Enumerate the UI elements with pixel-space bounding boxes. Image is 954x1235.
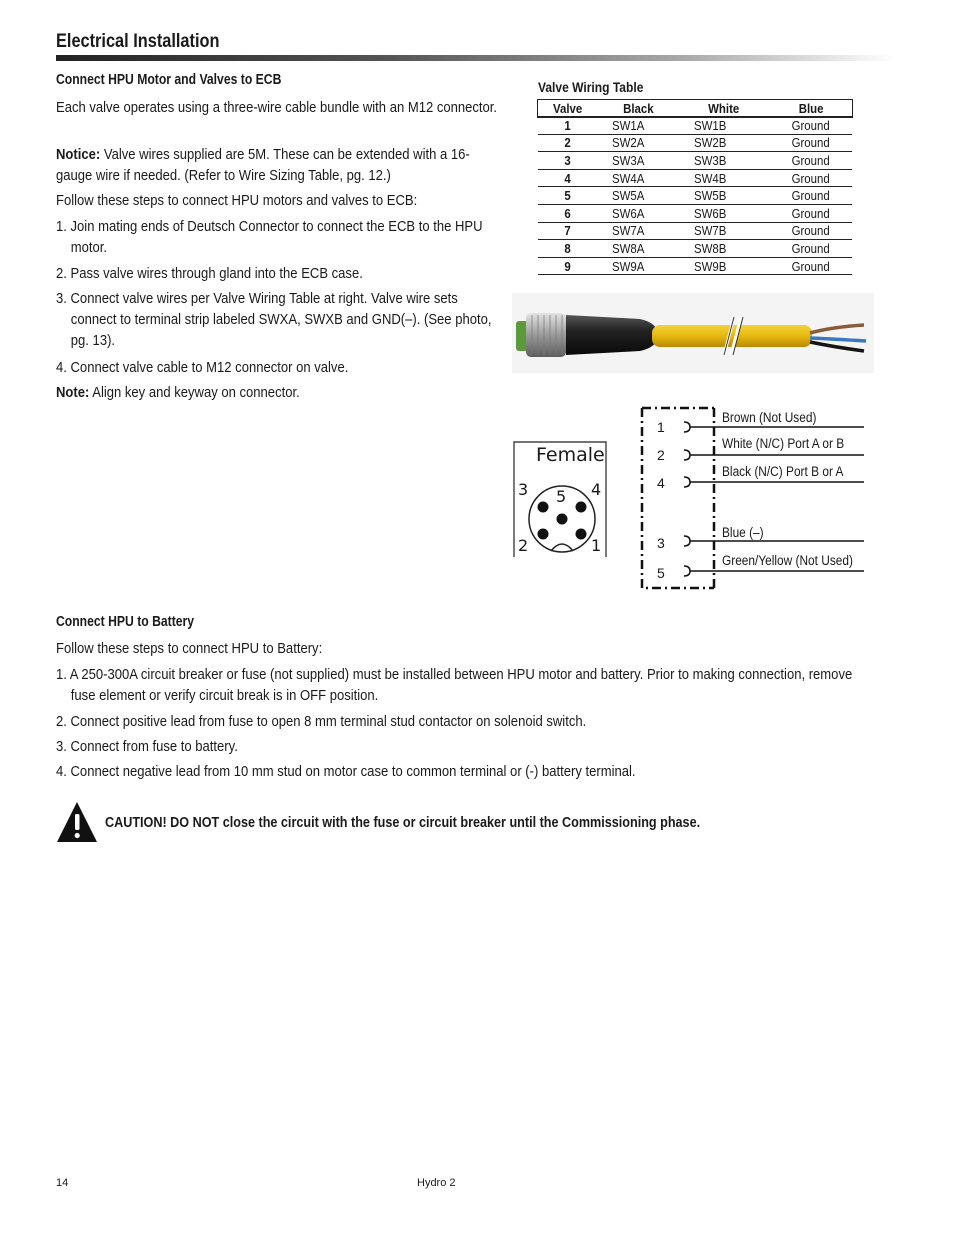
pin-label-blue: Blue (–) xyxy=(722,525,764,540)
caution-text: CAUTION! DO NOT close the circuit with the fuse or circuit breaker until the Commissioning phase. xyxy=(105,815,701,831)
ecb-note xyxy=(56,382,482,403)
battery-step-4: 4. Connect negative lead from 10 mm stud on motor case to common terminal or (-) battery terminal. xyxy=(56,763,636,780)
cell-black: SW9A xyxy=(612,258,645,274)
cell-blue: Ground xyxy=(791,170,831,186)
footer-doc-name: Hydro 2 xyxy=(417,1177,456,1189)
pin-number-4: 4 xyxy=(657,475,665,491)
pin-number-1: 1 xyxy=(657,419,665,435)
cell-valve: 3 xyxy=(564,152,572,168)
table-row xyxy=(538,240,852,258)
cell-blue: Ground xyxy=(791,205,831,221)
cell-black: SW1A xyxy=(612,117,645,133)
cell-blue: Ground xyxy=(791,223,831,239)
page-title: Electrical Installation xyxy=(56,31,220,52)
header-blue: Blue xyxy=(770,100,852,117)
header-black: Black xyxy=(598,100,678,117)
header-white: White xyxy=(678,100,770,117)
cell-black: SW7A xyxy=(612,223,645,239)
cell-valve: 4 xyxy=(564,170,572,186)
valve-table-title: Valve Wiring Table xyxy=(538,79,644,95)
face-pin-5: 5 xyxy=(556,487,567,506)
title-rule xyxy=(56,55,896,61)
cell-valve: 6 xyxy=(564,205,572,221)
section-heading-battery: Connect HPU to Battery xyxy=(56,614,195,630)
table-row xyxy=(538,152,852,170)
pin-number-3: 3 xyxy=(657,535,665,551)
table-row xyxy=(538,257,852,275)
pin-number-5: 5 xyxy=(657,565,665,581)
cell-white: SW3B xyxy=(694,152,727,168)
m12-cable-image xyxy=(512,293,874,373)
cell-black: SW3A xyxy=(612,152,645,168)
cell-black: SW8A xyxy=(612,240,645,256)
cell-white: SW4B xyxy=(694,170,727,186)
cell-black: SW4A xyxy=(612,170,645,186)
page-number: 14 xyxy=(56,1177,69,1189)
pin-label-white: White (N/C) Port A or B xyxy=(722,436,845,451)
cell-valve: 2 xyxy=(564,135,572,151)
cell-valve: 7 xyxy=(564,223,572,239)
battery-step-1: 1. A 250-300A circuit breaker or fuse (not supplied) must be installed between HPU motor and battery. Prior to making connection, remove fuse element or verify circuit break is in OFF position. xyxy=(56,666,853,704)
pin-number-2: 2 xyxy=(657,447,665,463)
cell-valve: 1 xyxy=(564,117,572,133)
cell-white: SW5B xyxy=(694,188,727,204)
cell-white: SW7B xyxy=(694,223,727,239)
cell-white: SW2B xyxy=(694,135,727,151)
section-heading-ecb: Connect HPU Motor and Valves to ECB xyxy=(56,72,282,88)
table-row xyxy=(538,117,852,135)
face-pin-2: 2 xyxy=(518,536,529,555)
cell-blue: Ground xyxy=(791,188,831,204)
notice-label: Notice: xyxy=(56,146,101,163)
cell-valve: 9 xyxy=(564,258,572,274)
cell-blue: Ground xyxy=(791,258,831,274)
table-row xyxy=(538,204,852,222)
note-label: Note: xyxy=(56,384,90,401)
face-pin-4: 4 xyxy=(591,480,602,499)
cell-white: SW8B xyxy=(694,240,727,256)
ecb-notice xyxy=(56,144,482,186)
pin-label-brown: Brown (Not Used) xyxy=(722,410,817,425)
table-row xyxy=(538,222,852,240)
valve-wiring-table xyxy=(538,99,852,275)
ecb-step-2: 2. Pass valve wires through gland into the ECB case. xyxy=(56,265,363,282)
ecb-step-4: 4. Connect valve cable to M12 connector on valve. xyxy=(56,359,349,376)
cell-white: SW9B xyxy=(694,258,727,274)
pin-label-green-yellow: Green/Yellow (Not Used) xyxy=(722,553,853,568)
table-row xyxy=(538,134,852,152)
ecb-intro: Each valve operates using a three-wire cable bundle with an M12 connector. xyxy=(56,99,498,116)
face-pin-1: 1 xyxy=(591,536,602,555)
female-label: Female xyxy=(536,444,605,466)
header-valve: Valve xyxy=(538,100,598,117)
table-row xyxy=(538,169,852,187)
battery-intro: Follow these steps to connect HPU to Battery: xyxy=(56,640,323,657)
ecb-step-3: 3. Connect valve wires per Valve Wiring Table at right. Valve wire sets connect to terminal strip labeled SWXA, SWXB and GND(–). (See photo, pg. 13). xyxy=(56,290,492,349)
battery-step-3: 3. Connect from fuse to battery. xyxy=(56,738,238,755)
cell-valve: 8 xyxy=(564,240,572,256)
table-row xyxy=(538,187,852,205)
cell-white: SW6B xyxy=(694,205,727,221)
cell-blue: Ground xyxy=(791,117,831,133)
ecb-steps-intro: Follow these steps to connect HPU motors and valves to ECB: xyxy=(56,192,418,209)
warning-triangle-icon xyxy=(56,800,98,844)
ecb-step-1: 1. Join mating ends of Deutsch Connector to connect the ECB to the HPU motor. xyxy=(56,218,483,256)
battery-step-2: 2. Connect positive lead from fuse to open 8 mm terminal stud contactor on solenoid switch. xyxy=(56,713,587,730)
cell-blue: Ground xyxy=(791,135,831,151)
table-header-row xyxy=(538,100,852,117)
cell-black: SW5A xyxy=(612,188,645,204)
face-pin-3: 3 xyxy=(518,480,529,499)
cell-blue: Ground xyxy=(791,152,831,168)
cell-black: SW2A xyxy=(612,135,645,151)
cell-blue: Ground xyxy=(791,240,831,256)
cell-black: SW6A xyxy=(612,205,645,221)
cell-white: SW1B xyxy=(694,117,727,133)
cell-valve: 5 xyxy=(564,188,572,204)
pin-label-black: Black (N/C) Port B or A xyxy=(722,464,844,479)
notice-text: Valve wires supplied are 5M. These can be extended with a 16-gauge wire if needed. (Refer to Wire Sizing Table, pg. 12.) xyxy=(56,146,470,184)
note-text: Align key and keyway on connector. xyxy=(92,384,300,401)
